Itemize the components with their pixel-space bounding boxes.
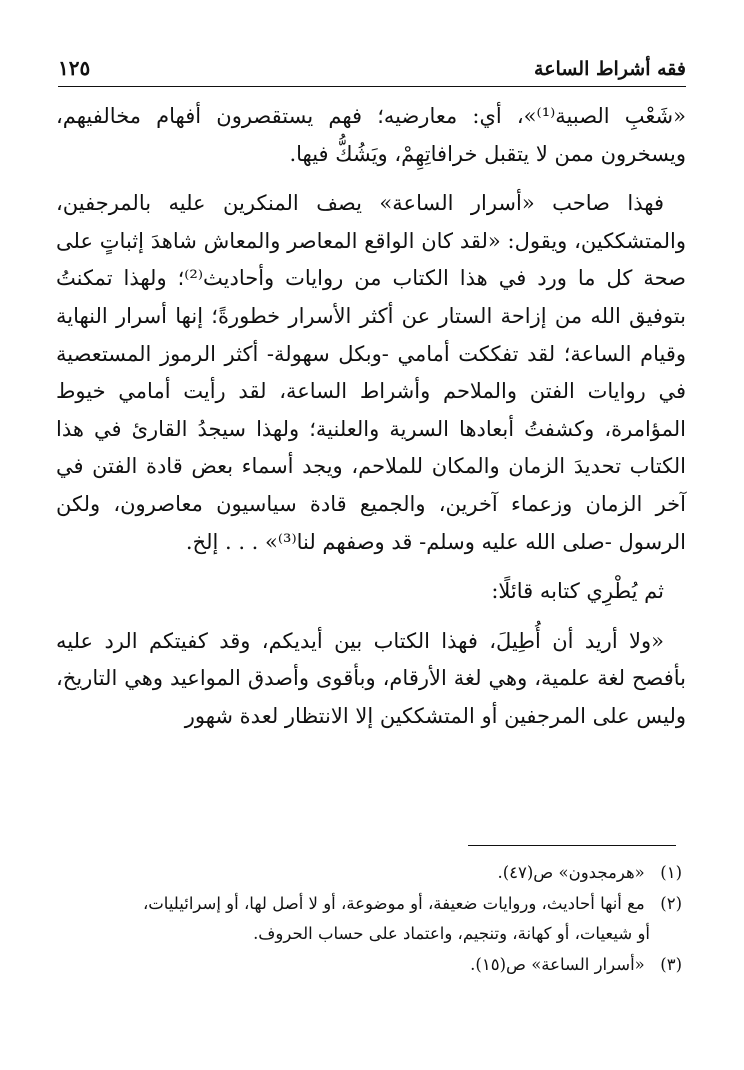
footnotes (56, 858, 682, 980)
footnote-2-continuation: أو شيعيات، أو كهانة، وتنجيم، واعتماد على حساب الحروف. (253, 924, 650, 943)
footnote-text: «هرمجدون» ص(٤٧). (497, 863, 645, 882)
footnote-1 (56, 858, 682, 889)
footnote-text: مع أنها أحاديث، وروايات ضعيفة، أو موضوعة، أو لا أصل لها، أو إسرائيليات، (142, 893, 645, 913)
footnote-2 (56, 889, 682, 920)
page-header (58, 40, 686, 87)
paragraph-4: «ولا أريد أن أُطِيلَ، فهذا الكتاب بين أيديكم، وقد كفيتكم الرد عليه بأفصح لغة علمية، وهي لغة الأرقام، وبأقوى وأصدق المواعيد وهي التاريخ، وليس على المرجفين أو المتشككين إلا الانتظار لعدة شهور (56, 628, 686, 728)
footnote-number: (٢) (660, 893, 682, 913)
footnote-number: (٣) (660, 954, 682, 974)
body-text (56, 98, 686, 736)
running-title: فقه أشراط الساعة (534, 58, 686, 80)
paragraph-1: «شَعْبِ الصبية⁽¹⁾»، أي: معارضيه؛ فهم يستقصرون أفهام مخالفيهم، ويسخرون ممن لا يتقبل خرافاتِهِمْ، ويَشُكُّ فيها. (56, 104, 687, 166)
footnote-number: (١) (660, 863, 682, 882)
paragraph-2: فهذا صاحب «أسرار الساعة» يصف المنكرين عليه بالمرجفين، والمتشككين، ويقول: «لقد كان الواقع المعاصر والمعاش شاهدَ إثباتٍ على صحة كل ما ورد في هذا الكتاب من روايات وأحاديث⁽²⁾؛ ولهذا تمكنتُ بتوفيق الله من إزاحة الستار عن أكثر الأسرار خطورةً؛ إنها أسرار النهاية وقيام الساعة؛ لقد تفككت أمامي -وبكل سهولة- أكثر الرموز المستعصية في روايات الفتن والملاحم وأشراط الساعة، لقد رأيت أمامي خيوط المؤامرة، وكشفتُ أبعادها السرية والعلنية؛ ولهذا سيجدُ القارئ في هذا الكتاب تحديدَ الزمان والمكان للملاحم، ويجد أسماء بعض قادة الفتن في آخر الزمان وزعماء آخرين، والجميع قادة سياسيون معاصرون، ولكن الرسول -صلى الله عليه وسلم- قد وصفهم لنا⁽³⁾» . . . إلخ. (56, 191, 686, 554)
page-number: ١٢٥ (58, 56, 91, 80)
paragraph-3: ثم يُطْرِي كتابه قائلًا: (491, 579, 664, 604)
footnote-separator (468, 845, 676, 846)
footnote-text: «أسرار الساعة» ص(١٥). (470, 954, 645, 974)
footnote-3 (56, 950, 682, 981)
